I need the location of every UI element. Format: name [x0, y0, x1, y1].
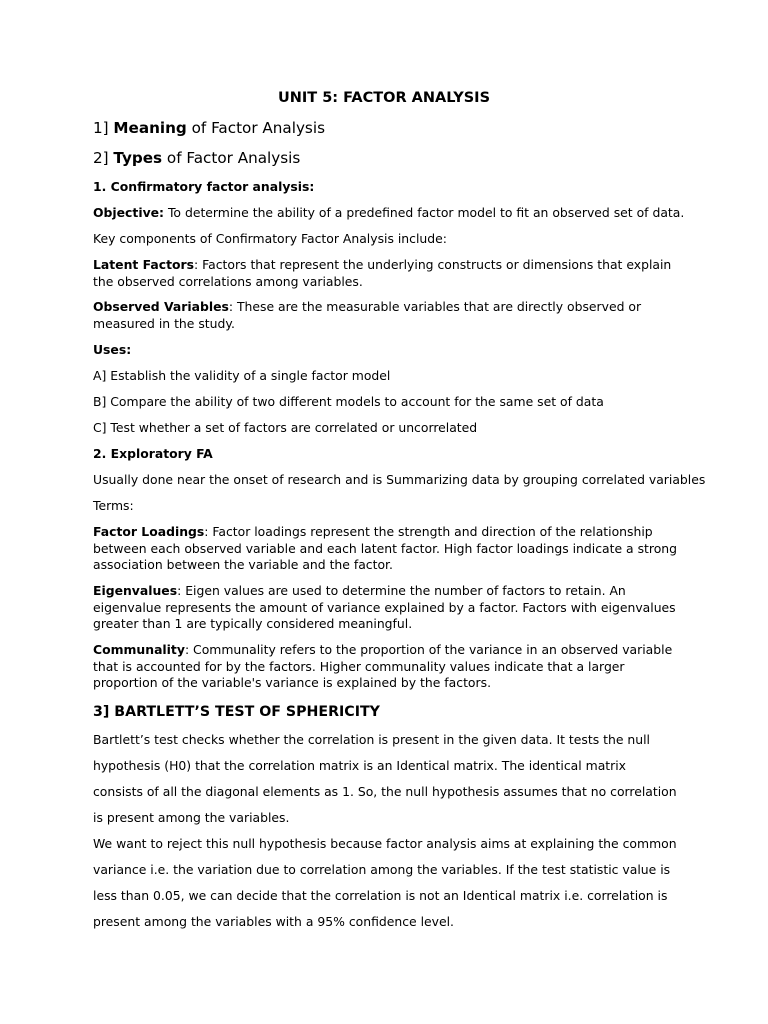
- efa-intro: Usually done near the onset of research and is Summarizing data by grouping correlated variables: [93, 472, 706, 487]
- efa-heading: 2. Exploratory FA: [93, 446, 213, 461]
- section-number: 2]: [93, 149, 109, 167]
- objective-label: Objective:: [93, 205, 165, 220]
- use-item: C] Test whether a set of factors are correlated or uncorrelated: [93, 420, 478, 435]
- section-rest: of Factor Analysis: [191, 119, 325, 137]
- use-item: B] Compare the ability of two different models to account for the same set of data: [93, 394, 604, 409]
- observed-label: Observed Variables: [93, 299, 229, 314]
- latent-label: Latent Factors: [93, 257, 195, 272]
- page-title: UNIT 5: FACTOR ANALYSIS: [277, 90, 491, 106]
- efa-factor-loadings: [93, 524, 683, 574]
- cfa-heading: 1. Confirmatory factor analysis:: [93, 179, 315, 194]
- loadings-text: : Factor loadings represent the strength and direction of the relationship between each observed variable and each latent factor. High factor loadings indicate a strong association between the variable and the factor.: [93, 524, 678, 572]
- observed-text: : These are the measurable variables that are directly observed or measured in the study.: [93, 299, 642, 331]
- bartlett-line: variance i.e. the variation due to correlation among the variables. If the test statistic value is: [93, 862, 671, 877]
- bartlett-line: present among the variables with a 95% confidence level.: [93, 914, 454, 929]
- section-meaning-heading: [93, 119, 325, 138]
- efa-terms-label: Terms:: [93, 498, 134, 513]
- section-number: 1]: [93, 119, 109, 137]
- loadings-label: Factor Loadings: [93, 524, 205, 539]
- bartlett-line: hypothesis (H0) that the correlation matrix is an Identical matrix. The identical matrix: [93, 758, 627, 773]
- cfa-components-intro: Key components of Confirmatory Factor Analysis include:: [93, 231, 447, 246]
- cfa-observed-variables: [93, 299, 683, 332]
- bartlett-line: consists of all the diagonal elements as 1. So, the null hypothesis assumes that no correlation: [93, 784, 677, 799]
- eigen-text: : Eigen values are used to determine the number of factors to retain. An eigenvalue represents the amount of variance explained by a factor. Factors with eigenvalues greater than 1 are typically considered meaningful.: [93, 583, 676, 631]
- cfa-latent-factors: [93, 257, 683, 290]
- section-keyword: Meaning: [113, 119, 187, 137]
- bartlett-line: We want to reject this null hypothesis because factor analysis aims at explaining the common: [93, 836, 677, 851]
- communality-text: : Communality refers to the proportion of the variance in an observed variable that is accounted for by the factors. Higher communality values indicate that a larger proportion of the variable's variance is explained by the factors.: [93, 642, 673, 690]
- section-types-heading: [93, 149, 300, 168]
- communality-label: Communality: [93, 642, 185, 657]
- bartlett-line: Bartlett’s test checks whether the correlation is present in the given data. It tests the null: [93, 732, 650, 747]
- bartlett-line: less than 0.05, we can decide that the correlation is not an Identical matrix i.e. correlation is: [93, 888, 668, 903]
- section-rest: of Factor Analysis: [166, 149, 301, 167]
- objective-text: To determine the ability of a predefined factor model to fit an observed set of data.: [167, 205, 685, 220]
- efa-eigenvalues: [93, 583, 683, 633]
- bartlett-heading: 3] BARTLETT’S TEST OF SPHERICITY: [93, 704, 380, 720]
- eigen-label: Eigenvalues: [93, 583, 178, 598]
- use-item: A] Establish the validity of a single factor model: [93, 368, 391, 383]
- bartlett-line: is present among the variables.: [93, 810, 290, 825]
- latent-text: : Factors that represent the underlying constructs or dimensions that explain the observed correlations among variables.: [93, 257, 672, 289]
- section-keyword: Types: [113, 149, 163, 167]
- cfa-objective: [93, 205, 683, 222]
- cfa-uses-label: Uses:: [93, 342, 132, 357]
- efa-communality: [93, 642, 683, 692]
